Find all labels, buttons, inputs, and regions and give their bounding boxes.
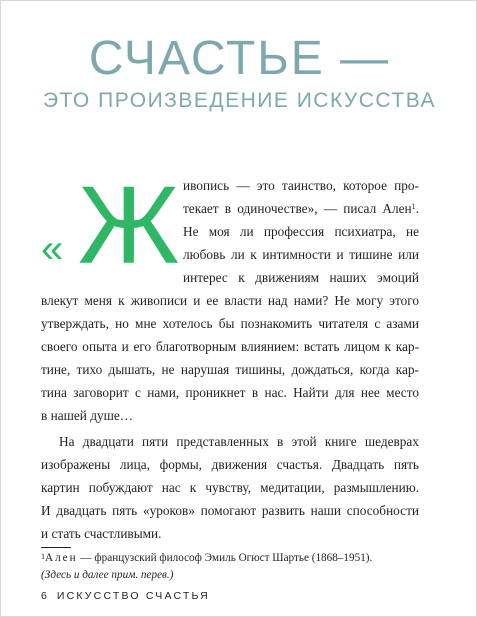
text-line: ивопись — это таинство, которое про- — [183, 178, 419, 193]
text-line: На двадцати пяти представленных в этой книге шедеврах — [59, 434, 419, 449]
running-title: ИСКУССТВО СЧАСТЬЯ — [56, 590, 210, 602]
text-line: влекут меня к живописи и ее власти над нами? Не могу этого — [41, 293, 419, 308]
footnote-divider — [41, 547, 71, 548]
footnote-reference: 1 — [411, 202, 416, 211]
footnote-note: (Здесь и далее прим. перев.) — [41, 569, 174, 581]
text-line: Не моя ли профессия психиатра, не — [183, 224, 419, 239]
text-line: любовь ли к интимности и тишине или — [183, 247, 419, 262]
text-line: тина заговорит с нами, проникнет в нас. Найти для нее место — [41, 385, 419, 400]
text-line: интерес к движениям наших эмоций — [183, 270, 419, 285]
text-line: картин побуждают нас к чувству, медитации, размышлению. — [41, 480, 419, 495]
footnote-text: — французский философ Эмиль Огюст Шартье (1868–1951). — [77, 552, 373, 564]
chapter-subtitle: ЭТО ПРОИЗВЕДЕНИЕ ИСКУССТВА — [42, 89, 437, 112]
footnote-line — [41, 550, 419, 567]
dropcap-letter: Ж — [78, 164, 180, 287]
footnote-marker: 1 — [41, 552, 45, 561]
text-line: текает в одиночестве», — писал Ален$^1$. — [183, 201, 419, 216]
text-line: и стать счастливыми. — [41, 526, 162, 541]
dropcap-quote-mark: « — [41, 227, 60, 271]
text-line: И двадцать пять «уроков» помогают развить наши способности — [41, 503, 419, 518]
footnote-name: Ален — [45, 552, 78, 564]
text-line: тине, тихо дышать, не нарушая тишины, дождаться, когда кар- — [41, 362, 419, 377]
page-footer — [41, 589, 210, 603]
chapter-title: СЧАСТЬЕ — — [88, 32, 391, 85]
text-line: утверждать, но мне хотелось бы познакомить читателя с азами — [41, 316, 419, 331]
text-line: в нашей душе… — [41, 408, 134, 423]
page-number: 6 — [41, 590, 47, 602]
text-line: изображены лица, формы, движения счастья. Двадцать пять — [41, 457, 419, 472]
text-line: своего опыта и его благотворным влиянием: встать лицом к кар- — [41, 339, 419, 354]
